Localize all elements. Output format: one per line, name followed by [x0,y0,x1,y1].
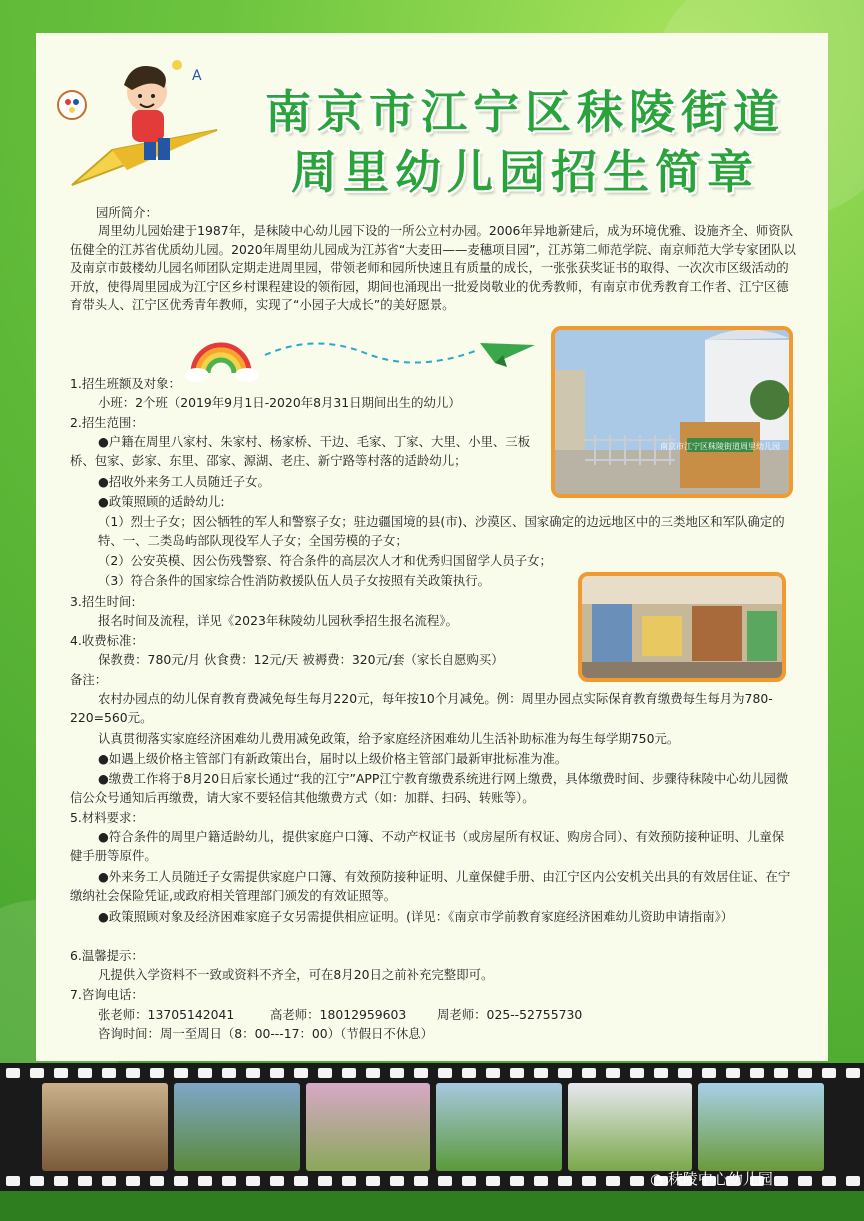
film-sprocket-hole [798,1176,812,1186]
film-sprocket-hole [414,1068,428,1078]
section-5-item-3: ●政策照顾对象及经济困难家庭子女另需提供相应证明。(详见：《南京市学前教育家庭经济困难幼儿资助申请指南》） [98,909,734,924]
intro-body: 周里幼儿园始建于1987年，是秣陵中心幼儿园下设的一所公立村办园。2006年异地新建后，成为环境优雅、设施齐全、师资队伍健全的江苏省优质幼儿园。2020年周里幼儿园成为江苏省“大麦田——麦穗项目园”，江苏第二师范学院、南京师范大学专家团队以及南京市鼓楼幼儿园名师团队定期走进周里园，带领老师和园所快速且有质量的成长，一张张获奖证书的取得、一次次市区级活动的开放，使得周里园成为江宁区乡村课程建设的领衔园，期间也涌现出一批爱岗敬业的优秀教师，有南京市优秀教育工作者、江宁区德育带头人、江宁区优秀青年教师，实现了“小园子大成长”的美好愿景。 [70,223,796,313]
film-sprocket-hole [846,1068,860,1078]
film-sprocket-hole [342,1176,356,1186]
film-sprocket-hole [414,1176,428,1186]
svg-text:A: A [192,68,202,84]
contact-zhou: 周老师：025--52755730 [437,1007,583,1022]
film-sprocket-hole [798,1068,812,1078]
film-sprocket-hole [750,1068,764,1078]
film-sprocket-hole [270,1068,284,1078]
contact-zhang: 张老师：13705142041 [98,1007,235,1022]
film-sprocket-hole [198,1176,212,1186]
film-sprocket-hole [150,1176,164,1186]
film-sprocket-hole [774,1176,788,1186]
section-4-note-4: ●缴费工作将于8月20日后家长通过“我的江宁”APP江宁教育缴费系统进行网上缴费，具体缴费时间、步骤待秣陵中心幼儿园微信公众号通知后再缴费，请大家不要轻信其他缴费方式（如：加群、扫码、转账等）。 [70,771,789,805]
section-4-heading: 4.收费标准： [70,633,144,648]
film-sprocket-hole [606,1068,620,1078]
section-5-heading: 5.材料要求： [70,810,144,825]
section-4-note-1: 农村办园点的幼儿保育教育费减免每生每月220元，每年按10个月减免。例：周里办园点实际保育教育缴费每生每月为780-220=560元。 [70,691,773,725]
section-2-item-4: （1）烈士子女；因公牺牲的军人和警察子女；驻边疆国境的县(市)、沙漠区、国家确定的边远地区中的三类地区和军队确定的特、一、二类岛屿部队现役军人子女；全国劳模的子女； [98,514,785,548]
film-sprocket-hole [150,1068,164,1078]
film-sprocket-hole [6,1068,20,1078]
film-sprocket-hole [606,1176,620,1186]
film-sprocket-hole [678,1068,692,1078]
title-line-1: 南京市江宁区秣陵街道 [265,85,785,139]
section-5-item-1: ●符合条件的周里户籍适龄幼儿，提供家庭户口簿、不动产权证书（或房屋所有权证、购房合同）、有效预防接种证明、儿童保健手册等原件。 [70,829,785,863]
watermark-text: 秣陵中心幼儿园 [667,1170,773,1188]
film-sprocket-hole [318,1068,332,1078]
film-sprocket-hole [102,1068,116,1078]
film-sprocket-hole [174,1068,188,1078]
film-sprocket-hole [510,1068,524,1078]
film-photo-flower-trees [568,1083,692,1171]
film-sprocket-hole [174,1176,188,1186]
boy-on-paper-plane-illustration [52,50,222,195]
film-sprocket-hole [558,1068,572,1078]
section-4-note-2: 认真贯彻落实家庭经济困难幼儿费用减免政策，给予家庭经济困难幼儿生活补助标准为每生每学期750元。 [98,731,680,746]
film-sprocket-hole [246,1068,260,1078]
film-sprocket-hole [774,1068,788,1078]
film-sprocket-hole [630,1176,644,1186]
film-sprocket-hole [438,1176,452,1186]
film-sprocket-hole [510,1176,524,1186]
film-sprocket-hole [390,1176,404,1186]
film-photo-boy-with-sheep [436,1083,562,1171]
film-sprocket-hole [366,1068,380,1078]
section-6-line: 凡提供入学资料不一致或资料不齐全，可在8月20日之前补充完整即可。 [98,967,494,982]
wechat-watermark [650,1168,773,1189]
film-sprocket-hole [294,1068,308,1078]
section-2-heading: 2.招生范围： [70,415,144,430]
film-sprocket-hole [30,1176,44,1186]
film-sprocket-hole [30,1068,44,1078]
film-sprocket-hole [78,1068,92,1078]
film-sprocket-hole [246,1176,260,1186]
film-sprocket-hole [222,1068,236,1078]
film-photo-library [42,1083,168,1171]
section-5-item-2: ●外来务工人员随迁子女需提供家庭户口簿、有效预防接种证明、儿童保健手册、由江宁区内公安机关出具的有效居住证、在宁缴纳社会保险凭证,或政府相关管理部门颁发的有效证照等。 [70,869,791,903]
film-sprocket-hole [486,1176,500,1186]
film-photo-garden-children [174,1083,300,1171]
film-sprocket-hole [534,1068,548,1078]
film-sprocket-hole [534,1176,548,1186]
section-6-heading: 6.温馨提示： [70,948,144,963]
section-1-heading: 1.招生班额及对象： [70,376,181,391]
title-line-2: 周里幼儿园招生简章 [291,145,759,199]
film-sprocket-hole [270,1176,284,1186]
film-sprocket-hole [6,1176,20,1186]
wechat-icon: ◔ [650,1170,668,1188]
film-sprocket-hole [438,1068,452,1078]
film-sprocket-hole [462,1068,476,1078]
film-sprocket-hole [582,1176,596,1186]
film-sprocket-hole [702,1068,716,1078]
film-sprocket-hole [294,1176,308,1186]
section-4-note-3: ●如遇上级价格主管部门有新政策出台，届时以上级价格主管部门最新审批标准为准。 [98,751,568,766]
section-2-item-6: （3）符合条件的国家综合性消防救援队伍人员子女按照有关政策执行。 [98,573,490,588]
film-sprocket-hole [462,1176,476,1186]
film-sprocket-hole [654,1068,668,1078]
film-sprocket-hole [726,1068,740,1078]
film-sprocket-hole [342,1068,356,1078]
section-3-heading: 3.招生时间: [70,594,136,609]
section-4-fees: 保教费：780元/月 伙食费：12元/天 被褥费：320元/套（家长自愿购买） [98,652,504,667]
film-sprocket-hole [222,1176,236,1186]
film-sprocket-hole [126,1176,140,1186]
film-sprocket-hole [318,1176,332,1186]
section-2-item-3: ●政策照顾的适龄幼儿: [98,494,225,509]
section-7-heading: 7.咨询电话： [70,987,144,1002]
intro-heading: 园所简介： [96,205,158,220]
film-sprocket-hole [846,1176,860,1186]
section-3-line: 报名时间及流程，详见《2023年秣陵幼儿园秋季招生报名流程》。 [98,613,458,628]
film-sprocket-hole [582,1068,596,1078]
contact-gao: 高老师：18012959603 [270,1007,407,1022]
film-sprocket-hole [822,1176,836,1186]
film-sprocket-hole [54,1176,68,1186]
film-photo-wooden-playhouse [698,1083,824,1171]
film-sprocket-hole [630,1068,644,1078]
contact-hours: 咨询时间：周一至周日（8：00---17：00）（节假日不休息） [98,1026,433,1041]
film-sprocket-hole [78,1176,92,1186]
section-1-line: 小班：2个班（2019年9月1日-2020年8月31日期间出生的幼儿） [98,395,461,410]
gate-sign-text: 南京市江宁区秣陵街道周里幼儿园 [660,442,780,451]
film-sprocket-hole [822,1068,836,1078]
film-sprocket-hole [558,1176,572,1186]
footer-bar [0,1191,864,1221]
film-sprocket-hole [54,1068,68,1078]
film-sprocket-hole [486,1068,500,1078]
section-2-item-5: （2）公安英模、因公伤残警察、符合条件的高层次人才和优秀归国留学人员子女； [98,553,552,568]
section-2-item-2: ●招收外来务工人员随迁子女。 [98,474,270,489]
film-sprocket-hole [126,1068,140,1078]
film-photo-two-girls [306,1083,430,1171]
film-sprocket-hole [102,1176,116,1186]
film-sprocket-hole [390,1068,404,1078]
film-sprocket-hole [198,1068,212,1078]
section-4-note-label: 备注： [70,672,108,687]
film-sprocket-hole [366,1176,380,1186]
section-2-item-1: ●户籍在周里八家村、朱家村、杨家桥、干边、毛家、丁家、大里、小里、三板桥、包家、彭家、东里、邵家、源湖、老庄、新宁路等村落的适龄幼儿； [70,434,531,468]
